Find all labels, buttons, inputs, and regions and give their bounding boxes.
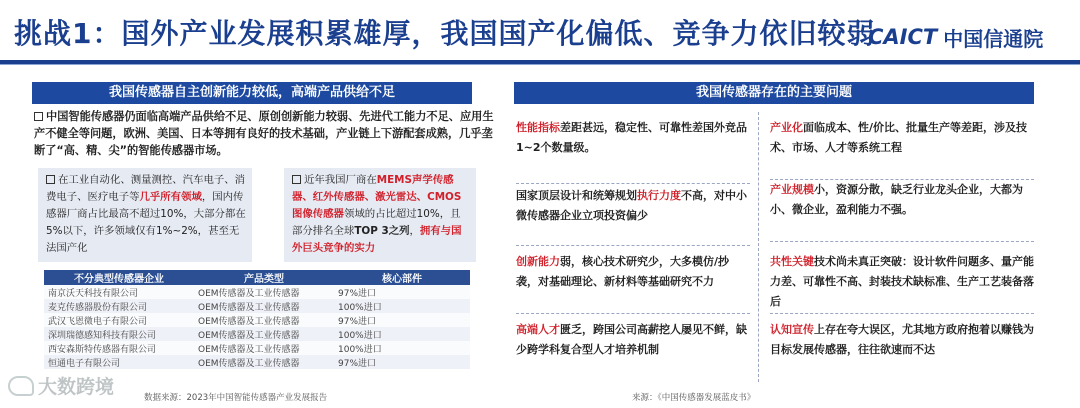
box-a-post: ，国内传感器厂商占比最高不超过10%，大部分都在5%以下，许多领域仅有1%~2%，甚至无法国产化 (46, 191, 246, 254)
issue-talent (516, 320, 750, 382)
issue-industrialization (770, 118, 1034, 180)
issue-text: 弱，核心技术研究少，大多模仿/抄袭，对基础理论、新材料等基础研究不力 (516, 255, 730, 288)
table-cell: 西安森斯特传感器有限公司 (44, 341, 194, 355)
issue-text: 小，资源分散，缺乏行业龙头企业，大都为小、微企业，盈利能力不强。 (770, 183, 1023, 216)
column-divider (758, 112, 759, 382)
box-a-pre: 在工业自动化、测量测控、汽车电子、消费电子、医疗电子等 (46, 174, 246, 203)
left-source-note: 数据来源：2023年中国智能传感器产业发展报告 (144, 393, 328, 403)
table-cell: 南京沃天科技有限公司 (44, 285, 194, 299)
issue-key: 共性关键 (770, 255, 814, 268)
table-cell: OEM传感器及工业传感器 (194, 299, 334, 313)
table-cell: OEM传感器及工业传感器 (194, 327, 334, 341)
issue-text: 不高，对中小微传感器企业立项投资偏少 (516, 189, 747, 222)
table-cell: 恒通电子有限公司 (44, 355, 194, 369)
issue-text: 上存在夸大误区，尤其地方政府抱着以赚钱为目标发展传感器，往往欲速而不达 (770, 323, 1034, 356)
logo-mark: CAICT (868, 25, 938, 49)
issue-text: 差距甚远，稳定性、可靠性差国外竞品1~2个数量级。 (516, 121, 747, 154)
table-cell: OEM传感器及工业传感器 (194, 285, 334, 299)
page-title: 挑战1：国外产业发展积累雄厚，我国国产化偏低、竞争力依旧较弱 (14, 17, 876, 50)
watermark (8, 372, 114, 399)
issue-planning (516, 184, 750, 246)
table-cell: 100%进口 (334, 327, 470, 341)
checkbox-bullet-icon (34, 112, 43, 121)
table-row (44, 327, 470, 341)
checkbox-bullet-icon (46, 175, 55, 184)
table-cell: OEM传感器及工业传感器 (194, 341, 334, 355)
table-row (44, 285, 470, 299)
right-source-note: 来源：《中国传感器发展蓝皮书》 (632, 393, 756, 403)
issue-key: 高端人才 (516, 323, 560, 336)
issue-key: 认知宣传 (770, 323, 814, 336)
right-banner: 我国传感器存在的主要问题 (514, 82, 1034, 104)
table-cell: 97%进口 (334, 313, 470, 327)
table-cell: 麦克传感器股份有限公司 (44, 299, 194, 313)
table-cell: 武汉飞恩微电子有限公司 (44, 313, 194, 327)
box-a-highlight: 几乎所有领域 (139, 191, 202, 203)
box-b-highlight2: 拥有与国外巨头竞争的实力 (292, 225, 462, 254)
table-header: 核心部件 (334, 270, 470, 285)
box-b-highlight: MEMS声学传感器、红外传感器、激光雷达、CMOS图像传感器 (292, 174, 462, 220)
industry-share-box (38, 168, 252, 262)
table-cell: 97%进口 (334, 285, 470, 299)
issue-awareness (770, 320, 1034, 382)
issue-key: 产业规模 (770, 183, 814, 196)
watermark-logo-icon (8, 376, 34, 396)
watermark-text: 大数跨境 (38, 376, 115, 398)
table-cell: 97%进口 (334, 355, 470, 369)
issue-performance (516, 118, 750, 184)
issue-innovation (516, 252, 750, 314)
table-row (44, 299, 470, 313)
issue-scale (770, 180, 1034, 242)
issue-key: 产业化 (770, 121, 803, 134)
box-b-comma: ， (409, 225, 420, 237)
table-cell: 深圳瑞德感知科技有限公司 (44, 327, 194, 341)
table-cell: 100%进口 (334, 299, 470, 313)
issue-key: 性能指标 (516, 121, 560, 134)
table-header: 产品类型 (194, 270, 334, 285)
domestic-progress-box (284, 168, 476, 262)
left-intro (34, 108, 494, 159)
sensor-company-table (44, 270, 470, 369)
table-row (44, 313, 470, 327)
table-cell: OEM传感器及工业传感器 (194, 313, 334, 327)
title-rule-thin (0, 64, 1080, 65)
table-row (44, 341, 470, 355)
checkbox-bullet-icon (292, 175, 301, 184)
issue-pre: 国家顶层设计和统筹规划 (516, 189, 637, 202)
box-b-mid: 领域的占比超过10%，且部分排名全球 (292, 208, 461, 237)
table-header-row (44, 270, 470, 285)
left-intro-text: 中国智能传感器仍面临高端产品供给不足、原创创新能力较弱、先进代工能力不足、应用生产不健全等问题，欧洲、美国、日本等拥有良好的技术基础，产业链上下游配套成熟，几乎垄断了“高、精、尖”的智能传感器市场。 (34, 110, 494, 157)
table-header: 不分典型传感器企业 (44, 270, 194, 285)
issue-key-technology (770, 252, 1034, 314)
issue-key: 创新能力 (516, 255, 560, 268)
caict-logo (868, 22, 1043, 52)
table-row (44, 355, 470, 369)
logo-name: 中国信通院 (943, 26, 1044, 51)
table-cell: OEM传感器及工业传感器 (194, 355, 334, 369)
left-banner: 我国传感器自主创新能力较低，高端产品供给不足 (32, 82, 472, 104)
box-b-pre: 近年我国厂商在 (304, 174, 377, 186)
issue-text: 技术尚未真正突破：设计软件问题多、量产能力差、可靠性不高、封装技术缺标准、生产工艺装备落后 (770, 255, 1034, 308)
issue-key: 执行力度 (637, 189, 681, 202)
issue-text: 匮乏，跨国公司高薪挖人屡见不鲜，缺少跨学科复合型人才培养机制 (516, 323, 747, 356)
issue-text: 面临成本、性/价比、批量生产等差距，涉及技术、市场、人才等系统工程 (770, 121, 1028, 154)
box-b-top3: TOP 3之列 (354, 225, 410, 237)
table-cell: 100%进口 (334, 341, 470, 355)
